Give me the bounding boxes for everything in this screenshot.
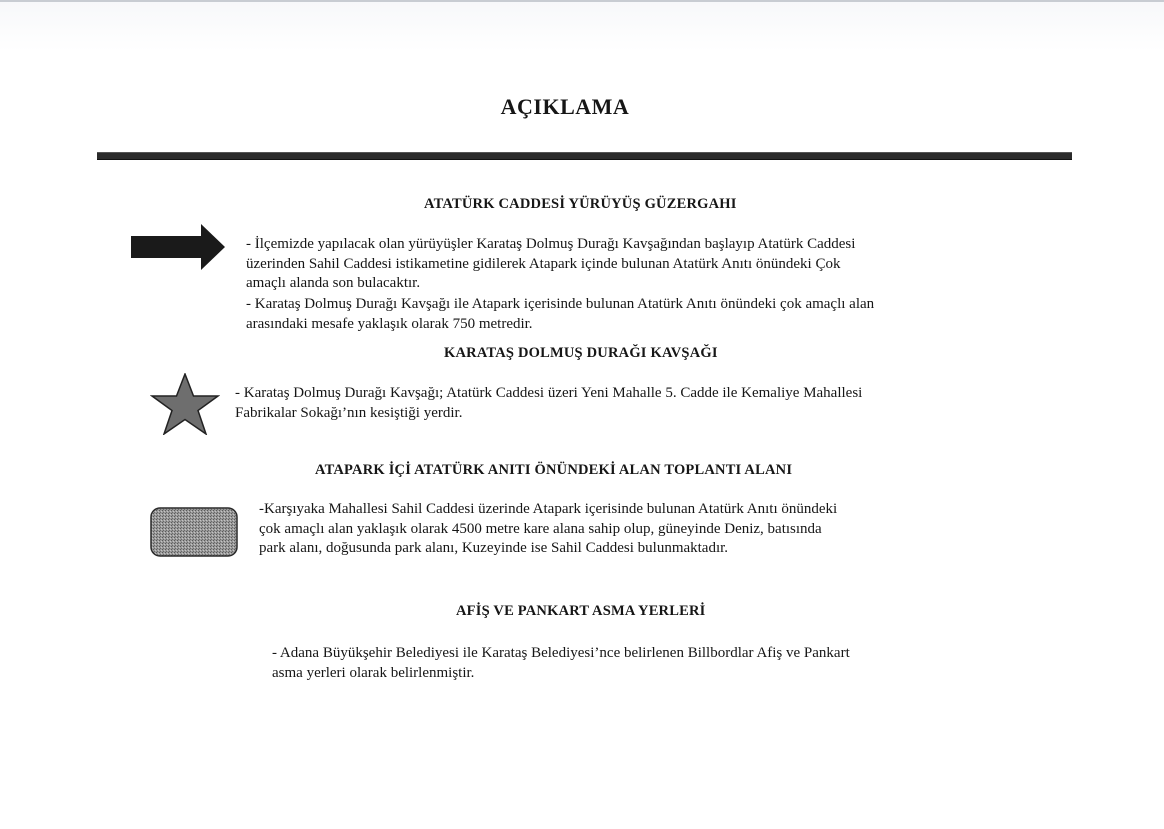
section-heading-junction: KARATAŞ DOLMUŞ DURAĞI KAVŞAĞI: [444, 345, 718, 361]
junction-description: [235, 384, 940, 423]
star-icon: [150, 373, 220, 435]
text-line: Fabrikalar Sokağı’nın kesiştiği yerdir.: [235, 404, 463, 421]
text-line: - Karataş Dolmuş Durağı Kavşağı ile Atapark içerisinde bulunan Atatürk Anıtı önündeki çok amaçlı alan: [246, 296, 875, 312]
text-line: park alanı, doğusunda park alanı, Kuzeyinde ise Sahil Caddesi bulunmaktadır.: [259, 540, 729, 556]
text-line: - Adana Büyükşehir Belediyesi ile Karataş Belediyesi’nce belirlenen Billbordlar Afiş ve Pankart: [272, 645, 850, 661]
section-heading-walking-route: ATATÜRK CADDESİ YÜRÜYÜŞ GÜZERGAHI: [424, 196, 737, 212]
text-line: - Karataş Dolmuş Durağı Kavşağı; Atatürk Caddesi üzeri Yeni Mahalle 5. Cadde ile Kemaliye Mahallesi: [235, 385, 863, 401]
section-heading-poster-locations: AFİŞ VE PANKART ASMA YERLERİ: [456, 603, 706, 619]
text-line: arasındaki mesafe yaklaşık olarak 750 metredir.: [246, 315, 533, 332]
walking-route-distance: [246, 295, 946, 334]
text-line: amaçlı alanda son bulacaktır.: [246, 275, 421, 291]
section-heading-meeting-area: ATAPARK İÇİ ATATÜRK ANITI ÖNÜNDEKİ ALAN TOPLANTI ALANI: [315, 462, 793, 478]
text-line: - İlçemizde yapılacak olan yürüyüşler Karataş Dolmuş Durağı Kavşağından başlayıp Atatürk Caddesi: [246, 236, 856, 252]
meeting-area-icon: [150, 507, 238, 557]
walking-route-description: [246, 235, 951, 294]
poster-locations-description: [272, 644, 917, 683]
page-title: AÇIKLAMA: [500, 94, 630, 119]
text-line: çok amaçlı alan yaklaşık olarak 4500 metre kare alana sahip olup, güneyinde Deniz, batısında: [259, 520, 822, 537]
title-divider: [97, 152, 1072, 160]
text-line: asma yerleri olarak belirlenmiştir.: [272, 664, 475, 681]
text-line: -Karşıyaka Mahallesi Sahil Caddesi üzerinde Atapark içerisinde bulunan Atatürk Anıtı önündeki: [259, 501, 838, 517]
meeting-area-description: [259, 500, 909, 559]
text-line: üzerinden Sahil Caddesi istikametine gidilerek Atapark içinde bulunan Atatürk Anıtı önündeki Çok: [246, 255, 841, 272]
right-arrow-icon: [131, 224, 225, 270]
